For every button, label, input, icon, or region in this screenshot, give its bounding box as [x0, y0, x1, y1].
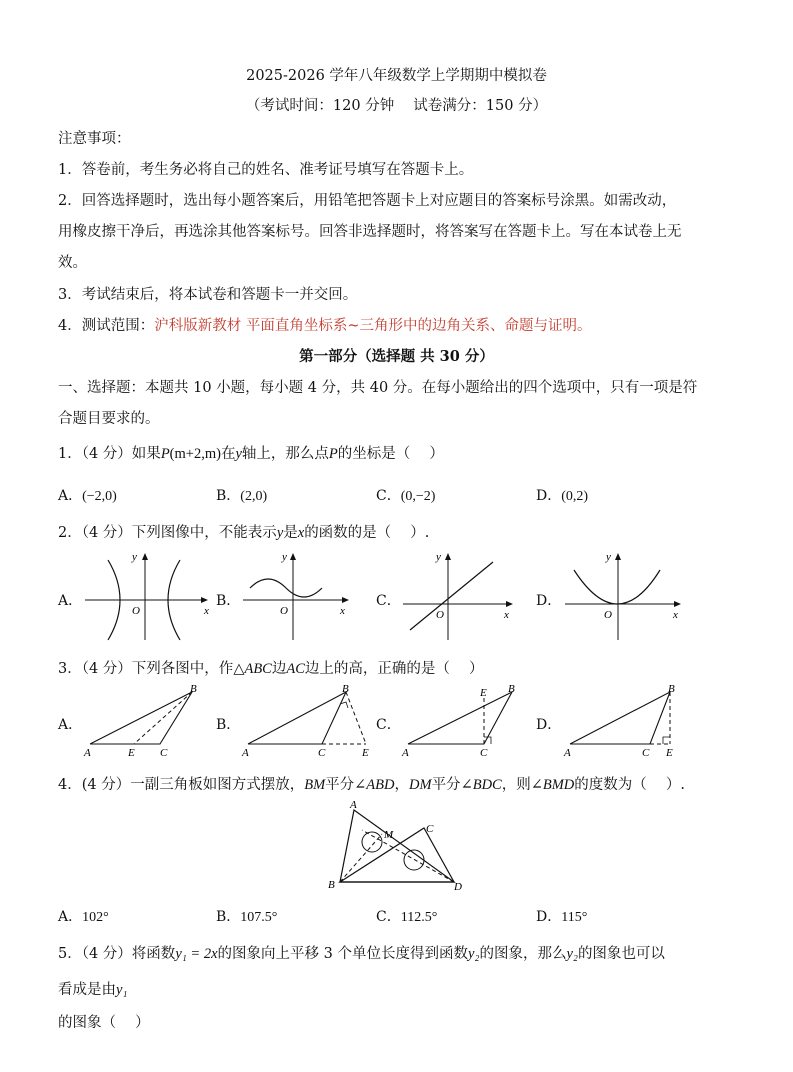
svg-text:C: C: [642, 747, 650, 759]
q1-option-b[interactable]: B．(2,0): [216, 488, 268, 504]
svg-text:A: A: [350, 799, 357, 811]
svg-text:A: A: [402, 747, 409, 759]
svg-text:B: B: [190, 683, 197, 695]
svg-text:C: C: [318, 747, 326, 759]
question-5-stem-line-2: 看成是由y₁: [58, 982, 128, 998]
part1-heading: 第一部分（选择题 共 30 分）: [299, 348, 494, 365]
svg-text:y: y: [282, 551, 287, 563]
svg-text:x: x: [204, 605, 209, 617]
q1-option-c[interactable]: C．(0,−2): [376, 488, 436, 504]
q1-suffix1: 轴上，那么点: [241, 446, 329, 462]
q4-option-a[interactable]: A．102°: [58, 909, 109, 925]
q1-coord: (m+2,m): [169, 446, 221, 462]
q2-option-c-label[interactable]: C．: [376, 593, 401, 609]
svg-text:O: O: [132, 605, 140, 617]
svg-text:O: O: [280, 605, 288, 617]
q1-axis: y: [235, 446, 242, 462]
svg-text:x: x: [340, 605, 345, 617]
q3-option-b-label[interactable]: B．: [216, 717, 241, 733]
svg-text:B: B: [508, 683, 515, 695]
svg-text:M: M: [384, 829, 394, 841]
q4-option-b[interactable]: B．107.5°: [216, 909, 278, 925]
svg-text:y: y: [436, 551, 441, 563]
part1-intro-line-2: 合题目要求的。: [58, 411, 160, 427]
question-1-stem: [58, 442, 444, 463]
q3-figure-b: [240, 680, 380, 760]
q3-figure-d: [562, 680, 692, 760]
notice-heading: 注意事项：: [58, 131, 131, 147]
question-3-stem: 3．（4 分）下列各图中，作△ABC边AC边上的高，正确的是（ ）: [58, 661, 484, 677]
notice-item-4-prefix: 4．测试范围：: [58, 318, 155, 334]
page-title: 2025-2026 学年八年级数学上学期期中模拟卷: [246, 68, 547, 84]
q2-option-d-label[interactable]: D．: [536, 593, 562, 609]
q2-graph-b: [238, 548, 358, 643]
q3-option-a-label[interactable]: A．: [58, 717, 83, 733]
svg-text:x: x: [673, 609, 678, 621]
notice-item-3: 3．考试结束后，将本试卷和答题卡一并交回。: [58, 287, 358, 303]
svg-text:C: C: [426, 823, 434, 835]
q1-point: P: [160, 446, 170, 462]
svg-text:B: B: [328, 879, 335, 891]
q1-option-a[interactable]: A．(−2,0): [58, 488, 117, 504]
svg-text:E: E: [666, 747, 673, 759]
notice-item-2-line-1: 2．回答选择题时，选出每小题答案后，用铅笔把答题卡上对应题目的答案标号涂黑。如需改动，: [58, 193, 677, 209]
question-2-stem: 2．（4 分）下列图像中，不能表示y是x的函数的是（ ）.: [58, 525, 430, 541]
q2-option-b-label[interactable]: B．: [216, 593, 241, 609]
svg-text:E: E: [480, 687, 487, 699]
q2-prefix: 2．（4 分）下列图像中，不能表示: [58, 525, 277, 541]
svg-text:y: y: [132, 551, 137, 563]
part1-intro-line-1: 一、选择题：本题共 10 小题，每小题 4 分，共 40 分。在每小题给出的四个选项中，只有一项是符: [58, 380, 698, 396]
q1-suffix2: 的坐标是（ ）: [337, 446, 444, 462]
q4-option-d[interactable]: D．115°: [536, 909, 588, 925]
svg-text:O: O: [436, 609, 444, 621]
notice-item-4: [58, 314, 592, 335]
q4-figure: [322, 798, 472, 896]
q3-option-c-label[interactable]: C．: [376, 717, 401, 733]
q1-prefix: 1．（4 分）如果: [58, 446, 161, 462]
svg-text:y: y: [606, 551, 611, 563]
svg-text:E: E: [128, 747, 135, 759]
svg-text:B: B: [342, 683, 349, 695]
q1-option-d[interactable]: D．(0,2): [536, 488, 589, 504]
q4-option-c[interactable]: C．112.5°: [376, 909, 438, 925]
svg-text:C: C: [160, 747, 168, 759]
test-range-text: 沪科版新教材 平面直角坐标系~三角形中的边角关系、命题与证明。: [154, 318, 592, 334]
q3-figure-c: [400, 680, 530, 760]
svg-text:A: A: [564, 747, 571, 759]
q1-mid: 在: [220, 446, 236, 462]
q3-option-d-label[interactable]: D．: [536, 717, 562, 733]
notice-item-1: 1．答卷前，考生务必将自己的姓名、准考证号填写在答题卡上。: [58, 162, 474, 178]
question-5-stem-line-1: 5．（4 分）将函数y₁ = 2x的图象向上平移 3 个单位长度得到函数y₂的图象，那么y₂的图象也可以: [58, 946, 665, 962]
q3-figure-a: [82, 680, 212, 760]
q1-point2: P: [328, 446, 338, 462]
svg-text:A: A: [84, 747, 91, 759]
page-subtitle: （考试时间：120 分钟 试卷满分：150 分）: [245, 98, 548, 114]
notice-item-2-line-2: 用橡皮擦干净后，再选涂其他答案标号。回答非选择题时，将答案写在答题卡上。写在本试卷上无: [58, 224, 682, 240]
svg-text:C: C: [480, 747, 488, 759]
notice-item-2-line-3: 效。: [58, 255, 87, 271]
question-5-stem-line-3: 的图象（ ）: [58, 1015, 150, 1031]
svg-text:B: B: [668, 683, 675, 695]
svg-text:O: O: [604, 609, 612, 621]
svg-text:x: x: [504, 609, 509, 621]
question-4-stem: 4．(4 分）一副三角板如图方式摆放，BM平分∠ABD，DM平分∠BDC，则∠BMD的度数为（ ）.: [58, 777, 685, 793]
q2-graph-a: [80, 548, 215, 643]
q2-option-a-label[interactable]: A．: [58, 593, 83, 609]
svg-text:A: A: [242, 747, 249, 759]
q2-graph-c: [398, 548, 523, 643]
svg-text:E: E: [362, 747, 369, 759]
q2-graph-d: [560, 548, 690, 643]
svg-text:D: D: [454, 881, 462, 893]
